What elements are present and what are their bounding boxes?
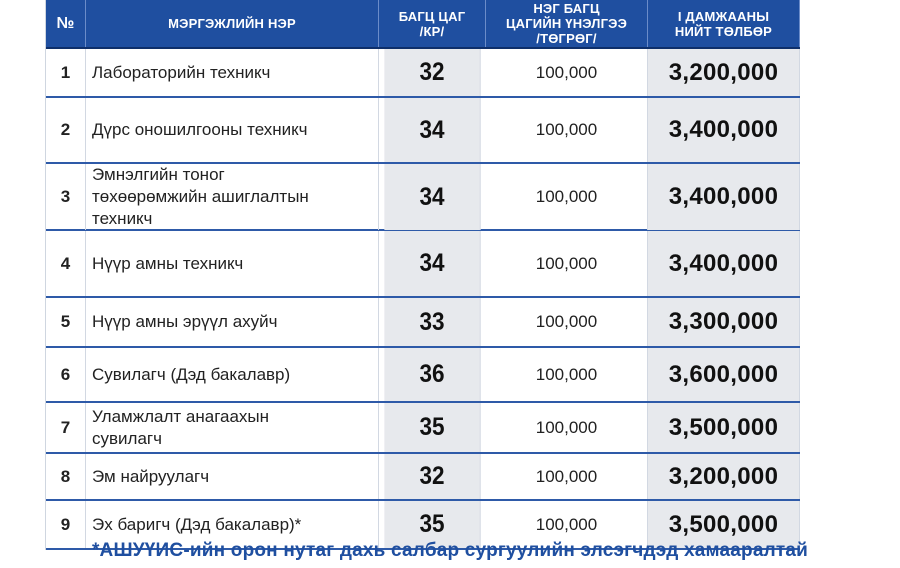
credit-rate: 100,000 xyxy=(486,298,648,346)
total-fee: 3,400,000 xyxy=(648,98,800,162)
row-number: 1 xyxy=(46,49,86,96)
header-total-fee: I ДАМЖААНЫ НИЙТ ТӨЛБӨР xyxy=(648,0,800,47)
credit-hours: 33 xyxy=(384,298,480,346)
program-name: Эх баригч (Дэд бакалавр)* xyxy=(86,501,379,548)
tuition-table xyxy=(45,0,800,550)
program-name: Сувилагч (Дэд бакалавр) xyxy=(86,348,379,401)
credit-rate: 100,000 xyxy=(486,403,648,452)
credit-hours: 34 xyxy=(384,164,480,230)
header-credit-hours: БАГЦ ЦАГ /КР/ xyxy=(379,0,486,47)
program-name: Нүүр амны эрүүл ахуйч xyxy=(86,298,379,346)
table-row xyxy=(46,348,800,403)
total-fee: 3,400,000 xyxy=(648,164,800,230)
header-credit-rate: НЭГ БАГЦ ЦАГИЙН ҮНЭЛГЭЭ /ТӨГРӨГ/ xyxy=(486,0,648,47)
credit-rate: 100,000 xyxy=(486,231,648,296)
credit-hours: 32 xyxy=(384,49,480,96)
credit-rate: 100,000 xyxy=(486,501,648,548)
credit-hours: 35 xyxy=(384,501,480,548)
table-row xyxy=(46,231,800,298)
row-number: 7 xyxy=(46,403,86,452)
credit-hours: 32 xyxy=(384,454,480,499)
row-number: 4 xyxy=(46,231,86,296)
credit-hours: 35 xyxy=(384,403,480,452)
table-row xyxy=(46,454,800,501)
credit-hours: 34 xyxy=(384,231,480,296)
program-name: Нүүр амны техникч xyxy=(86,231,379,296)
total-fee: 3,600,000 xyxy=(648,348,800,401)
credit-rate: 100,000 xyxy=(486,49,648,96)
total-fee: 3,500,000 xyxy=(648,403,800,452)
row-number: 5 xyxy=(46,298,86,346)
program-name: Лабораторийн техникч xyxy=(86,49,379,96)
row-number: 3 xyxy=(46,164,86,230)
credit-rate: 100,000 xyxy=(486,164,648,230)
table-row xyxy=(46,298,800,348)
total-fee: 3,200,000 xyxy=(648,454,800,499)
credit-hours: 36 xyxy=(384,348,480,401)
row-number: 9 xyxy=(46,501,86,548)
program-name: Эмнэлгийн тоног төхөөрөмжийн ашиглалтын техникч xyxy=(86,164,379,230)
program-name: Эм найруулагч xyxy=(86,454,379,499)
program-name: Уламжлалт анагаахын сувилагч xyxy=(86,403,379,452)
total-fee: 3,400,000 xyxy=(648,231,800,296)
credit-rate: 100,000 xyxy=(486,454,648,499)
footnote: *АШУҮИС-ийн орон нутаг дахь салбар сургуулийн элсэгчдэд хамааралтай xyxy=(91,540,809,561)
credit-rate: 100,000 xyxy=(486,98,648,162)
table-row xyxy=(46,98,800,164)
credit-hours: 34 xyxy=(384,98,480,162)
table-row xyxy=(46,164,800,231)
row-number: 2 xyxy=(46,98,86,162)
header-number: № xyxy=(46,0,86,47)
total-fee: 3,500,000 xyxy=(648,501,800,548)
table-row xyxy=(46,403,800,454)
credit-rate: 100,000 xyxy=(486,348,648,401)
total-fee: 3,200,000 xyxy=(648,49,800,96)
program-name: Дүрс оношилгооны техникч xyxy=(86,98,379,162)
header-program-name: МЭРГЭЖЛИЙН НЭР xyxy=(86,0,379,47)
table-row xyxy=(46,49,800,98)
row-number: 8 xyxy=(46,454,86,499)
row-number: 6 xyxy=(46,348,86,401)
total-fee: 3,300,000 xyxy=(648,298,800,346)
table-header xyxy=(46,0,800,49)
